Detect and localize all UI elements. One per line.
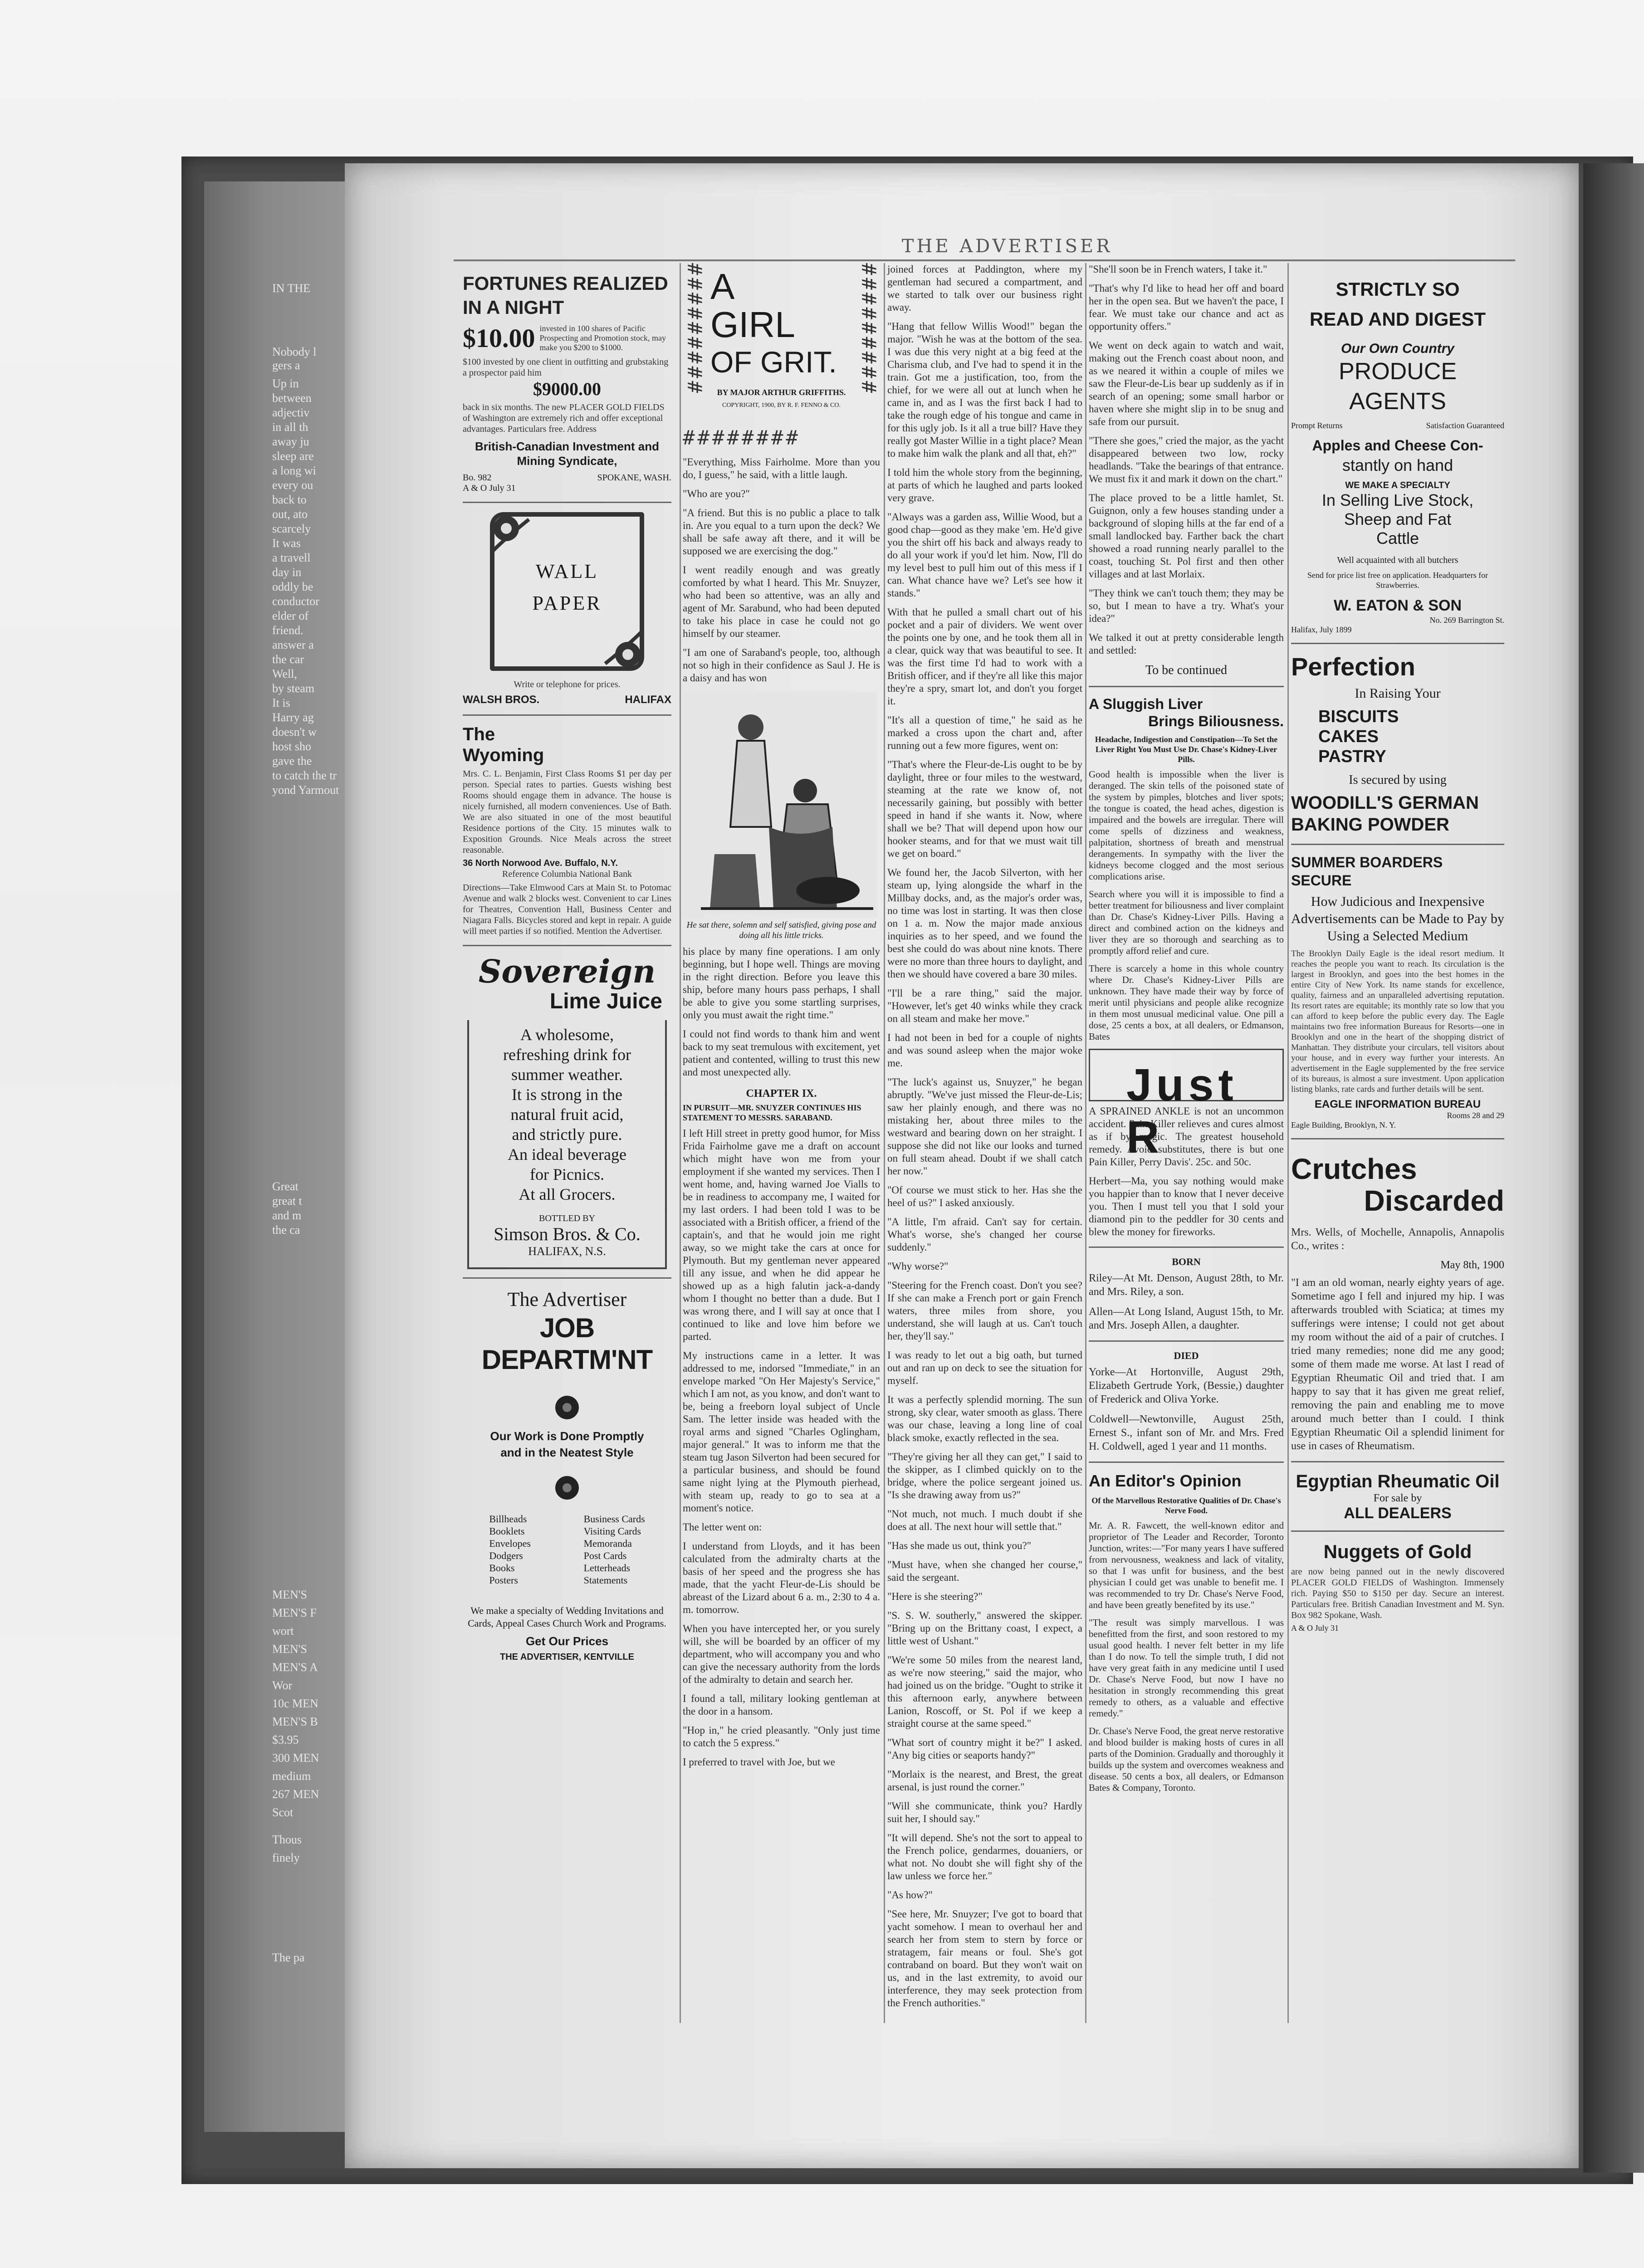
sovereign-ad	[463, 954, 671, 1269]
strictly-so: STRICTLY SO	[1336, 279, 1460, 300]
paragraph: We found her, the Jacob Silverton, with her steam up, lying alongside the wharf in the Millbay docks, and, as the major's order was, no time was lost in starting. It was then close on 1 a. m. Now the major made anxious inquiries as to her speed, and we found the best she could do was about nine knots. There were no more than three hours to daylight, and then we should have covered a bare 30 miles.	[887, 867, 1082, 980]
paragraph: "It's all a question of time," he said as he marked a cross upon the chart and, after running out a few more figures, went on:	[887, 714, 1082, 751]
wyoming-body: Mrs. C. L. Benjamin, First Class Rooms $1 per day per person. Special rates to parties. Guests wishing best Rooms should engage them in advance. The house is nicely furnished, all modern conveniences. Use of Bath. We are also situated in one of the most beautiful Residence portions of the City. 15 minutes walk to Exposition Grounds. Nice Meals across the street reasonable.	[463, 769, 671, 855]
illustration-figures-icon	[683, 691, 878, 918]
paragraph: "It will depend. She's not the sort to appeal to the French police, gendarmes, douaniers, or what not. No doubt she will fight shy of the law unless we force her."	[887, 1832, 1082, 1882]
paragraph: "There she goes," cried the major, as the yacht disappeared between two low, rocky headlands. "Take the bearings of that entrance. We must fix it and mark it down on the chart."	[1089, 435, 1284, 484]
left-page-fragment: host sho	[272, 740, 311, 753]
left-page-fragment: adjectiv	[272, 406, 310, 419]
paragraph: I preferred to travel with Joe, but we	[683, 1756, 835, 1768]
died-notices	[1089, 1365, 1284, 1453]
left-page-fragment: MEN'S	[272, 1642, 307, 1656]
left-page-fragment: a travell	[272, 551, 311, 564]
eagle-rooms: Rooms 28 and 29	[1447, 1111, 1504, 1120]
text-line: Visiting Cards	[583, 1525, 641, 1537]
fortunes-ad	[463, 272, 671, 494]
left-page-fragment: yond Yarmout	[272, 783, 339, 797]
left-page-fragment: gave the	[272, 754, 312, 767]
job-tagline: Our Work is Done Promptly and in the Neatest Style	[490, 1429, 644, 1459]
apples-line-1: Apples and Cheese Con-	[1312, 437, 1483, 454]
paragraph: I was ready to let out a big oath, but turned out and ran up on deck to see the situation for myself.	[887, 1349, 1082, 1386]
woodill-line-2: BAKING POWDER	[1291, 815, 1449, 835]
left-page-fragment: wort	[272, 1624, 294, 1637]
nuggets-headline: Nuggets of Gold	[1323, 1541, 1472, 1562]
text-line: Books	[489, 1562, 515, 1574]
sovereign-brand: Sovereign	[478, 953, 656, 990]
left-page-fragment: Wor	[272, 1679, 293, 1692]
column-rule	[1287, 263, 1289, 2023]
story-title-block	[683, 263, 880, 426]
story-illustration	[683, 691, 880, 941]
left-page-fragment: great t	[272, 1194, 302, 1207]
left-page-fragment: MEN'S B	[272, 1715, 318, 1728]
text-line: Booklets	[489, 1525, 525, 1537]
ornament-icon	[463, 1474, 671, 1504]
job-items-left	[489, 1513, 531, 1586]
paragraph: "The result was simply marvellous. I was benefitted from the first, and soon restored to my usual good health. I never felt better in my life than I do now. To tell the simple truth, I did not have very great faith in any medicine until I used Dr. Chase's Nerve Food, but now I have no hesitation in strongly recommending this great remedy to others, as a valuable and effective remedy."	[1089, 1617, 1284, 1719]
text-line: Billheads	[489, 1513, 527, 1525]
story-byline: BY MAJOR ARTHUR GRIFFITHS.	[717, 388, 846, 397]
wyoming-ad	[463, 724, 671, 937]
text-line: Statements	[583, 1574, 628, 1586]
paragraph: "Who are you?"	[683, 488, 750, 499]
wells-date: May 8th, 1900	[1440, 1259, 1504, 1271]
paragraph: I understand from Lloyds, and it has been calculated from the admiralty charts at the basis of her speed and the progress she has made, that the yacht Fleur-de-Lis should be abreast of the Lizard about 6 a. m., 2:30 to 4 a. m. tomorrow.	[683, 1540, 880, 1615]
paragraph: We talked it out at pretty considerable length and settled:	[1089, 632, 1284, 656]
wallpaper-ad	[463, 512, 671, 706]
story-paragraphs-2	[683, 945, 880, 1079]
story-paragraphs-3	[683, 1127, 880, 1769]
selling-line-2: Sheep and Fat	[1344, 510, 1452, 528]
left-page-fragment: between	[272, 391, 312, 405]
left-page-fragment: scarcely	[272, 522, 311, 535]
fortunes-body: $100 invested by one client in outfitting and grubstaking a prospector paid him	[463, 357, 669, 378]
paragraph: "That's why I'd like to head her off and board her in the open sea. But we haven't the pace, I fear. We must take our chance and act as opportunity offers."	[1089, 283, 1284, 332]
herbert-joke: Herbert—Ma, you say nothing would make you happier than to know that I never deceive you. Then I must tell you that I sold your diamond pin to the peddler for 30 cents and blew the money for fireworks.	[1089, 1175, 1284, 1237]
paragraph: "I am one of Saraband's people, too, although not so high in their confidence as Saul J. He is a daisy and has won	[683, 647, 880, 684]
column-story-1	[683, 263, 880, 1775]
floral-ornament-icon	[488, 510, 543, 565]
egyptian-oil: Egyptian Rheumatic Oil	[1296, 1471, 1500, 1491]
paragraph: I went readily enough and was greatly comforted by what I heard. This Mr. Snuyzer, who had been so attentive, was an ally and agent of Mr. Sarabund, who had been deputed to take his place in case he could not go himself by our steamer.	[683, 564, 880, 639]
acquainted: Well acquainted with all butchers	[1337, 555, 1458, 565]
left-page-fragment: doesn't w	[272, 725, 317, 738]
left-page-fragment: friend.	[272, 624, 303, 637]
divider	[1291, 643, 1504, 644]
paragraph: "I'll be a rare thing," said the major. "However, let's get 40 winks while they crack on all steam and make her move."	[887, 987, 1082, 1024]
wallpaper-line-2: PAPER	[532, 592, 602, 614]
column-rule	[1085, 263, 1086, 2023]
left-page-fragment: to catch the tr	[272, 769, 337, 782]
text-line: Letterheads	[583, 1562, 631, 1574]
text-line: for Picnics.	[530, 1165, 604, 1183]
selling-line-1: In Selling Live Stock,	[1321, 491, 1474, 509]
ornament-icon	[463, 1394, 671, 1423]
left-page-fragment: oddly be	[272, 580, 313, 593]
partial-ad-text: Just R	[1126, 1060, 1238, 1163]
text-line: Post Cards	[583, 1550, 627, 1561]
liver-headline-2: Brings Biliousness.	[1148, 713, 1284, 729]
paragraph: The letter went on:	[683, 1521, 762, 1533]
job-cta: Get Our Prices	[525, 1634, 609, 1648]
fortunes-box: Bo. 982	[463, 473, 492, 483]
left-page-fragment: elder of	[272, 609, 309, 622]
paragraph: Search where you will it is impossible to find a better treatment for biliousness and liver complaint than Dr. Chase's Kidney-Liver Pills. Having a direct and combined action on the kidneys and liver they are so thorough and searching as to promptly afford relief and cure.	[1089, 889, 1284, 956]
sovereign-city: HALIFAX, N.S.	[528, 1245, 606, 1258]
left-page-fragment: 267 MEN	[272, 1788, 319, 1801]
paragraph: Dr. Chase's Nerve Food, the great nerve restorative and blood builder is making hosts of cures in all parts of the Dominion. Gradually and thoroughly it builds up the system and overcomes weakness and disease. 50 cents a box, all dealers, or Edmanson Bates & Company, Toronto.	[1089, 1725, 1284, 1793]
adjacent-left-page	[204, 181, 367, 2132]
paragraph: his place by many fine operations. I am only beginning, but I hope well. Things are moving in the right direction. Before you leave this ship, before many hours pass perhaps, I shall be able to give you some startling surprises, only you must await the right time."	[683, 946, 880, 1021]
paragraph: "We're some 50 miles from the nearest land, as we're now steering," said the major, who had joined us on the bridge. "Ought to strike it this afternoon early, anywhere between Lanion, Roscoff, or St. Pol if we keep a straight course at the same speed."	[887, 1654, 1082, 1729]
produce-agents: PRODUCE AGENTS	[1338, 358, 1457, 415]
left-page-fragment: $3.95	[272, 1733, 299, 1746]
left-page-fragment: finely	[272, 1851, 300, 1864]
sovereign-box	[467, 1020, 667, 1269]
left-page-fragment: MEN'S A	[272, 1661, 318, 1674]
paragraph: "What sort of country might it be?" I asked. "Any big cities or seaports handy?"	[887, 1737, 1082, 1761]
liver-headline: A Sluggish Liver	[1089, 696, 1203, 712]
left-page-fragment: in all th	[272, 420, 308, 434]
job-signoff: THE ADVERTISER, KENTVILLE	[500, 1652, 634, 1662]
paragraph: "S. S. W. southerly," answered the skipper. "Bring up on the Brittany coast, I expect, a little west of Ushant."	[887, 1610, 1082, 1647]
text-line: summer weather.	[511, 1066, 623, 1084]
story-copyright: COPYRIGHT, 1900, BY R. F. FENNO & CO.	[722, 402, 841, 409]
satisfaction: Satisfaction Guaranteed	[1426, 421, 1504, 430]
left-page-fragment: MEN'S	[272, 1588, 307, 1601]
left-page-fragment: Scot	[272, 1806, 294, 1819]
paragraph: I found a tall, military looking gentleman at the door in a hansom.	[683, 1693, 880, 1717]
left-page-fragment: The pa	[272, 1951, 305, 1964]
job-specialty: We make a specialty of Wedding Invitations and Cards, Appeal Cases Church Work and Programs.	[468, 1605, 666, 1629]
paragraph: It was a perfectly splendid morning. The sun strong, sky clear, water smooth as glass. There was our chase, leaving a long line of coal black smoke, exactly reflected in the sea.	[887, 1394, 1082, 1443]
story-paragraphs-col4	[1089, 263, 1284, 657]
divider	[1291, 1530, 1504, 1532]
column-rule	[884, 263, 885, 2023]
divider	[463, 1277, 671, 1279]
paragraph: "She'll soon be in French waters, I take it."	[1089, 264, 1267, 275]
hash-border-icon: ########	[683, 426, 801, 450]
left-page-fragment: by steam	[272, 682, 315, 695]
paragraph: Yorke—At Hortonville, August 29th, Elizabeth Gertrude York, (Bessie,) daughter of Frederick and Oliva Yorke.	[1089, 1366, 1284, 1405]
left-page-fragment: the car	[272, 653, 304, 666]
paragraph: "Always was a garden ass, Willie Wood, but a good chap—good as they make 'em. He'd give you the shirt off his back and always ready to do all your work if you'd let him. Now, I'll do my level best to pull him out of this mess if I can. What chance have we? Let's see how it stands."	[887, 511, 1082, 599]
wallpaper-city: HALIFAX	[625, 694, 671, 706]
raising: In Raising Your	[1355, 686, 1441, 701]
paragraph: I had not been in bed for a couple of nights and was sound asleep when the major woke me.	[887, 1032, 1082, 1069]
paragraph: I left Hill street in pretty good humor, for Miss Frida Fairholme gave me a draft on account which might have won me from your employment if she wanted my services. Then I went home, and, having warned Joe Vialls to be in readiness to accompany me, I waited for my last orders. I had been told I was to be associated with a British officer, a friend of the captain's, and that he would join me right away, so we might take the cars at once for Plymouth. But my gentleman never appeared till any issue, and when he did appear he showed up as a high falutin jack-a-dandy whom I thought no better than a dude. But I was wrong there, and I will say at once that I continued to like and love him before we parted.	[683, 1128, 880, 1342]
wallpaper-frame	[490, 512, 644, 671]
paragraph: "Hop in," he cried pleasantly. "Only just time to catch the 5 express."	[683, 1725, 880, 1749]
text-line: Memoranda	[583, 1538, 632, 1549]
paragraph: Coldwell—Newtonville, August 25th, Ernest S., infant son of Mr. and Mrs. Fred H. Coldwell, aged 1 year and 11 months.	[1089, 1413, 1284, 1452]
paragraph: Riley—At Mt. Denson, August 28th, to Mr. and Mrs. Riley, a son.	[1089, 1272, 1284, 1298]
left-page-fragment: Well,	[272, 667, 297, 680]
paragraph: "A friend. But this is no public a place to talk in. Are you equal to a turn upon the deck? We shall be safe away aft there, and it will be supposed we are exercising the dog."	[683, 507, 880, 557]
divider	[463, 945, 671, 946]
fortunes-subheadline: IN A NIGHT	[463, 297, 564, 318]
left-page-fragment: day in	[272, 566, 302, 579]
left-page-fragment: the ca	[272, 1223, 300, 1237]
died-heading: DIED	[1174, 1350, 1199, 1361]
left-page-fragment: Up in	[272, 377, 299, 390]
divider	[463, 714, 671, 716]
paragraph: Mr. A. R. Fawcett, the well-known editor and proprietor of The Leader and Recorder, Toronto Junction, writes:—"For many years I have suffered from nervousness, weakness and lack of vitality, so that I was unfit for business, and the best physician I could get was unable to benefit me. I was recommended to try Dr. Chase's Nerve Food, and have been greatly benefited by its use."	[1089, 1520, 1284, 1610]
left-page-fragment: answer a	[272, 638, 314, 651]
masthead-rule	[454, 259, 1515, 261]
fortunes-body-2: back in six months. The new PLACER GOLD FIELDS of Washington are extremely rich and offer exceptional advantages. Particulars free. Address	[463, 402, 665, 434]
left-page-fragment: conductor	[272, 595, 319, 608]
paragraph: I could not find words to thank him and went back to my seat tremulous with excitement, yet patient and contented, willing to trust this new and most unexpected ally.	[683, 1028, 880, 1078]
sovereign-lines	[478, 1025, 656, 1204]
sovereign-bottler: Simson Bros. & Co.	[494, 1224, 641, 1244]
masthead: THE ADVERTISER	[901, 236, 1113, 257]
left-page-fragment: 10c MEN	[272, 1697, 318, 1710]
eaton-dateline: Halifax, July 1899	[1291, 625, 1352, 634]
text-line: natural fruit acid,	[510, 1105, 624, 1124]
paragraph: "Of course we must stick to her. Has she the heel of us?" I asked anxiously.	[887, 1184, 1082, 1208]
wallpaper-note: Write or telephone for prices.	[514, 679, 621, 689]
text-line: Dodgers	[489, 1550, 523, 1561]
paragraph: "A little, I'm afraid. Can't say for certain. What's worse, she's changed her course suddenly."	[887, 1216, 1082, 1253]
paragraph: "They think we can't touch them; they may be so, but I mean to have a try. What's your idea?"	[1089, 587, 1284, 624]
born-heading: BORN	[1172, 1256, 1201, 1267]
paragraph: "Steering for the French coast. Don't you see? If she can make a French port or gain French waters, three miles from shore, you understand, she will laugh at us. Can't touch her, they'll say."	[887, 1280, 1082, 1342]
column-advertisements-left	[463, 263, 671, 1662]
apples-line-2: stantly on hand	[1342, 456, 1453, 474]
left-page-fragment: and m	[272, 1209, 302, 1222]
story-title-grit: OF GRIT.	[710, 345, 837, 379]
left-page-fragment: Harry ag	[272, 711, 314, 724]
divider	[463, 502, 671, 503]
divider	[1089, 1461, 1284, 1463]
left-page-fragment: sleep are	[272, 450, 314, 463]
left-page-fragment: Nobody l	[272, 345, 317, 358]
text-line: Envelopes	[489, 1538, 531, 1549]
eagle-body: The Brooklyn Daily Eagle is the ideal resort medium. It reaches the people you want to reach. Its circulation is the largest in Brooklyn, and goes into the best homes in the entire City of New York. Its name stands for excellence, quality, fairness and an unparalleled advertising reputation. Its resort rates are equitable; its monthly rate so low that you can afford to keep before the public every day. The Eagle maintains two free information Bureaus for Resorts—one in Brooklyn and one in the heart of the shopping district of Manhattan. They distribute your circulars, tell visitors about your house, and in every way further your interests. An advertisement in the Eagle supplemented by the free service of its bureaus, is almost a sure investment. Upon application listing blanks, rate cards and further details will be sent.	[1291, 949, 1504, 1094]
wells-letter: "I am an old woman, nearly eighty years of age. Sometime ago I fell and injured my hip. I was afterwards troubled with Sciatica; at times my sufferings were intense; I could not get about my room without the aid of a pair of crutches. I tried many remedies; none did me any good; some of them made me worse. At last I read of Egyptian Rheumatic Oil and tried that. I am happy to say that it has given me great relief, removing the pain and enabling me to move around much better than I could. I think Egyptian Rheumatic Oil a splendid liniment for use in cases of Rheumatism.	[1291, 1277, 1504, 1452]
text-line: At all Grocers.	[519, 1185, 616, 1203]
job-items-right	[584, 1513, 645, 1586]
left-page-fragment: MEN'S F	[272, 1606, 317, 1619]
continued-note: To be continued	[1145, 663, 1227, 677]
job-dept: JOB DEPARTM'NT	[481, 1313, 653, 1375]
liver-body	[1089, 769, 1284, 1042]
paragraph: My instructions came in a letter. It was addressed to me, indorsed "Immediate," in an envelope marked "On Her Majesty's Service," which I am not, as you know, and don't want to be, being a freeborn loyal subject of Uncle Sam. The letter inside was headed with the royal arms and signed "Charles Oglingham, major general." It was to inform me that the steam tug Jason Silverton had been secured for a particular business, and should be found same night lying at the Plymouth pierhead, with steam up, ready to go to sea at a moment's notice.	[683, 1350, 880, 1514]
paragraph: "Has she made us out, think you?"	[887, 1540, 1032, 1551]
chapter-subheading: IN PURSUIT—MR. SNUYZER CONTINUES HIS STATEMENT TO MESSRS. SARABAND.	[683, 1103, 861, 1122]
divider	[1291, 1138, 1504, 1139]
all-dealers: ALL DEALERS	[1344, 1505, 1452, 1522]
paragraph: We went on deck again to watch and wait, making out the French coast about noon, and as we neared it within a couple of miles we saw the Fleur-de-Lis bear up suddenly as if in search of an opening; some small harbor or haven where she might slip in to be snug and safe from our pursuit.	[1089, 340, 1284, 427]
eaton-address: No. 269 Barrington St.	[1429, 616, 1504, 625]
text-line: Business Cards	[583, 1513, 645, 1525]
fortunes-company: British-Canadian Investment and Mining Syndicate,	[475, 440, 659, 468]
paragraph: "Must have, when she changed her course," said the sergeant.	[887, 1559, 1082, 1583]
secured: Is secured by using	[1349, 773, 1447, 787]
prompt-returns: Prompt Returns	[1291, 421, 1343, 430]
editor-body	[1089, 1520, 1284, 1794]
wyoming-directions: Directions—Take Elmwood Cars at Main St. to Potomac Avenue and walk 2 blocks west. Convenient to car Lines for Theatres, Convention Hall, Business Center and Niagara Falls. Bicycles stored and kept in repair. A guide will meet parties if so notified. Mention the Advertiser.	[463, 883, 671, 936]
fortunes-ref: A & O July 31	[463, 483, 516, 493]
painkiller-notice: A SPRAINED ANKLE is not an uncommon accident. Pain Killer relieves and cures almost as if by magic. The greatest household remedy. Avoid substitutes, there is but one Pain Killer, Perry Davis'. 25c. and 50c.	[1089, 1105, 1284, 1168]
sovereign-bottled: BOTTLED BY	[539, 1213, 595, 1223]
text-line: PASTRY	[1318, 747, 1386, 766]
text-line: CAKES	[1318, 727, 1379, 746]
left-page-fragment: medium	[272, 1769, 311, 1783]
paragraph: I told him the whole story from the beginning, at parts of which he laughed and parts looked very grave.	[887, 467, 1082, 503]
paragraph: "Why worse?"	[887, 1261, 949, 1272]
adjacent-right-page-edge	[1583, 163, 1644, 2173]
our-country: Our Own Country	[1341, 341, 1454, 356]
column-story-3	[1089, 263, 1284, 1800]
paragraph: joined forces at Paddington, where my gentleman had secured a compartment, and we started to talk over our business right away.	[887, 264, 1082, 313]
paragraph: "The luck's against us, Snuyzer," he began abruptly. "We've just missed the Fleur-de-Lis; saw her plainly enough, and there was no mistaking her, about three miles to the westward and bearing down on her straight. I suppose she did not like our looks and turned on full steam ahead. Doubt if we shall catch her now."	[887, 1076, 1082, 1177]
text-line: and strictly pure.	[512, 1125, 622, 1144]
story-paragraphs-1	[683, 456, 880, 684]
left-page-fragment: gers a	[272, 359, 300, 372]
paragraph: With that he pulled a small chart out of his pocket and a pair of dividers. We went over the points one by one, and he took them all in a clear, quick way that was beautiful to see. It was the first time I'd had to work with a British officer, and if they're all like this major they're a spry, smart lot, and don't you forget it.	[887, 606, 1082, 707]
boarders-headline: SUMMER BOARDERS SECURE	[1291, 854, 1443, 889]
text-line: Posters	[489, 1574, 518, 1586]
paragraph: "They're giving her all they can get," I said to the skipper, as I climbed quickly on to the bridge, where the police sergeant joined us. "Is she drawing away from us?"	[887, 1451, 1082, 1501]
text-line: BISCUITS	[1318, 707, 1399, 726]
sovereign-product: Lime Juice	[549, 989, 662, 1013]
text-line: A wholesome,	[520, 1026, 614, 1044]
paragraph: "Everything, Miss Fairholme. More than you do, I guess," he said, with a little laugh.	[683, 456, 880, 480]
born-notices	[1089, 1271, 1284, 1332]
story-title-girl: GIRL	[710, 304, 795, 345]
eaton-firm: W. EATON & SON	[1333, 597, 1462, 614]
left-page-fragment: It is	[272, 696, 290, 709]
liver-subheading: Headache, Indigestion and Constipation—To Set the Liver Right You Must Use Dr. Chase's Kidney-Liver Pills.	[1095, 735, 1278, 764]
boarders-body: How Judicious and Inexpensive Advertisements can be Made to Pay by Using a Selected Medium	[1291, 894, 1504, 943]
baking-goods	[1318, 707, 1504, 767]
crutches-headline: Crutches	[1291, 1153, 1417, 1185]
wyoming-address: 36 North Norwood Ave. Buffalo, N.Y.	[463, 858, 618, 868]
left-page-fragment: 300 MEN	[272, 1751, 319, 1765]
paragraph: When you have intercepted her, or you surely will, she will be boarded by an officer of my department, who will accompany you and who can give the necessary authority from the lords of the admiralty to detain and search her.	[683, 1623, 880, 1685]
left-page-fragment: a long wi	[272, 464, 316, 477]
left-page-fragment: every ou	[272, 479, 313, 492]
floral-ornament-icon	[592, 618, 646, 673]
hash-border-icon: #########	[857, 263, 880, 396]
paragraph: The place proved to be a little hamlet, St. Guignon, only a few houses standing under a background of sloping hills at the far end of a small landlocked bay. Farther back the chart showed a road running nearly parallel to the coast, touching St. Pol first and then other villages and at last Morlaix.	[1089, 492, 1284, 580]
divider	[1291, 844, 1504, 845]
chapter-heading: CHAPTER IX.	[746, 1088, 817, 1100]
job-department-ad	[463, 1287, 671, 1662]
text-line: An ideal beverage	[508, 1145, 626, 1163]
job-title: The Advertiser	[507, 1288, 627, 1310]
left-page-fragment: It was	[272, 537, 301, 550]
divider	[1089, 1340, 1284, 1342]
text-line: refreshing drink for	[503, 1046, 631, 1064]
read-and-digest: READ AND DIGEST	[1309, 308, 1486, 330]
woodill-line-1: WOODILL'S GERMAN	[1291, 793, 1479, 813]
paragraph: There is scarcely a home in this whole country where Dr. Chase's Kidney-Liver Pills are unknown. They have made their way by force of merit until physicians and people alike recognize in them most unusual medicinal value. One pill a dose, 25 cents a box, at all dealers, or Edmanson, Bates	[1089, 963, 1284, 1042]
divider	[1291, 1461, 1504, 1462]
nuggets-ref: A & O July 31	[1291, 1623, 1339, 1633]
crutches-headline-2: Discarded	[1364, 1184, 1504, 1217]
illustration-caption: He sat there, solemn and self satisfied, giving pose and doing all his little tricks.	[686, 920, 876, 940]
specialty: WE MAKE A SPECIALTY	[1345, 480, 1450, 490]
left-page-fragment: Thous	[272, 1833, 302, 1846]
paragraph: "That's where the Fleur-de-Lis ought to be by daylight, three or four miles to the westward, steaming at the rate we know of, not necessarily gaining, but possibly with better speed in hand if she wants it. Now, where shall we be? That will depend upon how our hooker steams, and for that we must wait till we get on board."	[887, 759, 1082, 859]
paragraph: "Hang that fellow Willis Wood!" began the major. "Wish he was at the bottom of the sea. I was due this very night at a big feed at the Charisma club, and I've had to spend it in the train. Got me a justification, too, from the chief, for we were all out at lunch when he came in, and as I was the first back I had to take the rough edge of his tongue and came in for this ugly job. Is it all a true bill? Have they really got Master Willie in a tight place? Mean to make him walk the plank and all that, eh?"	[887, 321, 1082, 459]
fortunes-price-note: invested in 100 shares of Pacific Prospecting and Promotion stock, may make you $200 to $1000.	[539, 324, 666, 352]
perfection-headline: Perfection	[1291, 652, 1415, 681]
text-line: It is strong in the	[512, 1085, 622, 1104]
nuggets-body: are now being panned out in the newly discovered PLACER GOLD FIELDS of Washington. Immensely rich. Paying $50 to $150 per day. Secure an interest. Particulars free. British Canadian Investment and M. Syn. Box 982 Spokane, Wash.	[1291, 1567, 1504, 1620]
price-list: Send for price list free on application. Headquarters for Strawberries.	[1307, 571, 1488, 590]
paragraph: "Not much, not much. I much doubt if she does at all. The next hour will settle that."	[887, 1508, 1082, 1532]
left-page-fragment: IN THE	[272, 282, 311, 295]
left-page-fragment: back to	[272, 493, 307, 506]
divider	[1089, 1246, 1284, 1248]
selling-line-3: Cattle	[1376, 529, 1419, 547]
paragraph: Allen—At Long Island, August 15th, to Mr. and Mrs. Joseph Allen, a daughter.	[1089, 1306, 1284, 1331]
left-page-fragment: Great	[272, 1180, 298, 1193]
wallpaper-firm: WALSH BROS.	[463, 694, 540, 706]
paragraph: "Here is she steering?"	[887, 1591, 983, 1602]
paragraph: Good health is impossible when the liver is deranged. The skin tells of the poisoned state of the system by pimples, blotches and liver spots; the tongue is coated, the head aches, digestion is impaired and the bowels are irregular. There will come spells of dizziness and weakness, palpitation, shortness of breath and menstrual derangements. In sympathy with the liver the kidneys become clogged and the most serious complications arise.	[1089, 769, 1284, 882]
wallpaper-line-1: WALL	[535, 560, 599, 582]
paragraph: "See here, Mr. Snuyzer; I've got to board that yacht somehow. I mean to overhaul her and search her from stem to stern by force or stratagem, fair means or foul. She's got contraband on board. But they won't wait on us, and in the last extremity, to avoid our interference, they may seek protection from the French authorities."	[887, 1908, 1082, 2009]
left-page-fragment: out, ato	[272, 508, 308, 521]
fortunes-city: SPOKANE, WASH.	[597, 473, 671, 483]
column-story-2	[887, 263, 1082, 2016]
editor-headline: An Editor's Opinion	[1089, 1471, 1242, 1490]
divider	[1089, 686, 1284, 687]
column-advertisements-right	[1291, 263, 1504, 1633]
paragraph: "As how?"	[887, 1889, 933, 1901]
column-rule	[680, 263, 681, 2023]
eagle-bureau: EAGLE INFORMATION BUREAU	[1314, 1098, 1481, 1110]
eagle-building: Eagle Building, Brooklyn, N. Y.	[1291, 1120, 1396, 1129]
editor-subheading: Of the Marvellous Restorative Qualities of Dr. Chase's Nerve Food.	[1091, 1496, 1281, 1515]
wyoming-name: The Wyoming	[463, 724, 544, 765]
hash-border-icon: #########	[683, 263, 706, 396]
story-paragraphs-col3	[887, 263, 1082, 2009]
fortunes-amount: $9000.00	[533, 379, 601, 399]
wells-intro: Mrs. Wells, of Mochelle, Annapolis, Annapolis Co., writes :	[1291, 1227, 1504, 1252]
story-title-a: A	[710, 266, 735, 307]
for-sale: For sale by	[1373, 1492, 1422, 1504]
fortunes-price: $10.00	[463, 323, 535, 353]
left-page-fragment: away ju	[272, 435, 309, 448]
paragraph: "Will she communicate, think you? Hardly suit her, I should say."	[887, 1800, 1082, 1824]
fortunes-headline: FORTUNES REALIZED	[463, 273, 668, 294]
wyoming-reference: Reference Columbia National Bank	[502, 869, 632, 879]
paragraph: "Morlaix is the nearest, and Brest, the great arsenal, is just round the corner."	[887, 1769, 1082, 1793]
